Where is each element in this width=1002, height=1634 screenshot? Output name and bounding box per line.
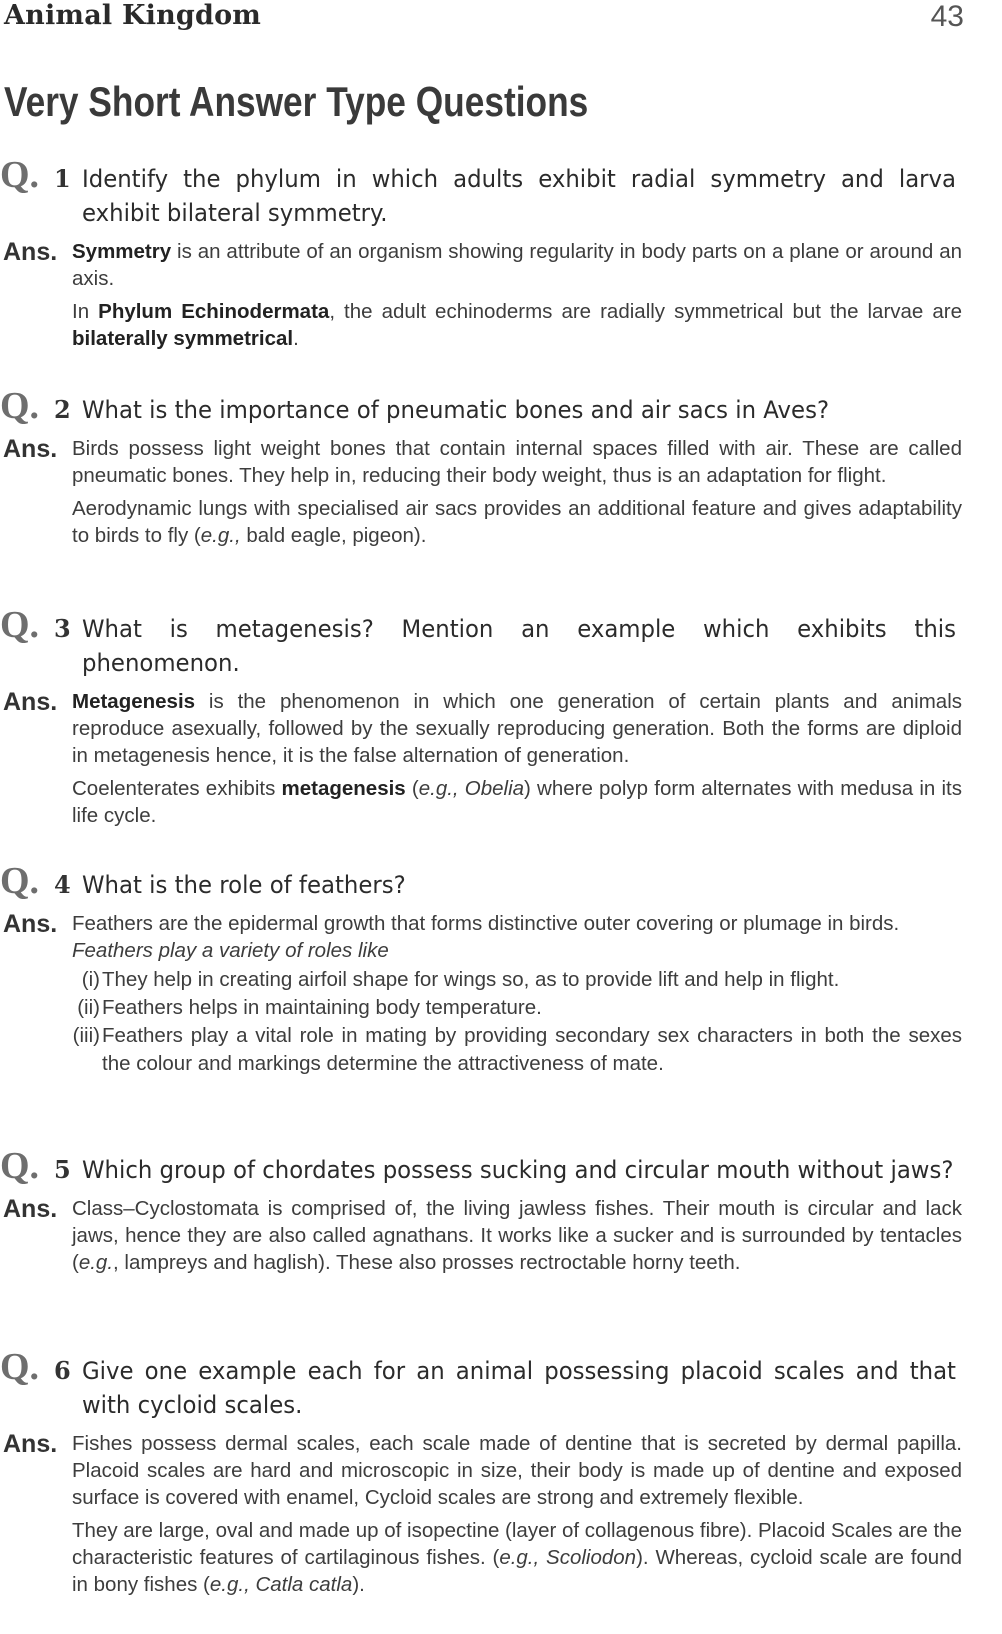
question-block-4 [0,860,1002,1078]
question-text: What is the importance of pneumatic bones and air sacs in Aves? [82,396,830,424]
answer-marker: Ans. [3,435,58,463]
answer-text: is the phenomenon in which one generation of certain plants and animals reproduce asexually, followed by the sexually reproducing generation. Both the forms are diploid in metagenesis hence, it is the false alternation of generation. [72,690,962,767]
list-number: (i) [81,968,100,991]
question-block-3 [0,604,1002,835]
italic-text: e.g. [78,1251,114,1274]
list-number: (iii) [72,1024,100,1047]
answer-marker: Ans. [3,1430,58,1458]
answer-text: , lampreys and haglish). These also prosses rectroctable horny teeth. [113,1251,741,1274]
answer-text: ( [405,777,419,800]
answer-paragraph [72,298,962,352]
answer-text: . [293,327,299,350]
question-number: 5 [54,1155,71,1184]
question-text: What is the role of feathers? [82,871,406,899]
answer-paragraph [72,775,962,829]
answer [0,1195,1002,1276]
question-number: 1 [54,164,71,193]
answer-text: They are large, oval and made up of isopectine (layer of collagenous fibre). Placoid Scales are the characteristic features of cartilaginous fishes. ( [72,1519,962,1569]
answer-marker: Ans. [3,238,58,266]
page-number: 43 [930,0,964,33]
answer [0,688,1002,829]
question-number: 6 [54,1356,71,1385]
answer-paragraph: Feathers are the epidermal growth that forms distinctive outer covering or plumage in birds. [72,912,900,935]
answer-text: , the adult echinoderms are radially symmetrical but the larvae are [329,300,962,323]
italic-text: e.g., Catla catla [209,1573,353,1596]
list-text: Feathers play a vital role in mating by providing secondary sex characters in both the sexes the colour and markings determine the attractiveness of mate. [102,1024,962,1075]
question [0,1346,1002,1422]
list-text: Feathers helps in maintaining body temperature. [102,996,542,1019]
answer-paragraph: Birds possess light weight bones that contain internal spaces filled with air. These are called pneumatic bones. They help in, reducing their body weight, thus is an adaptation for flight. [72,437,962,487]
bold-term: bilaterally symmetrical [72,327,294,350]
answer-text: Coelenterates exhibits [72,777,282,800]
question-marker: Q. [0,860,40,902]
answer-text: ) where polyp form alternates with medusa in its life cycle. [72,777,962,827]
question-text: Give one example each for an animal possessing placoid scales and that with cycloid scales. [82,1357,956,1419]
question-block-6 [0,1346,1002,1604]
answer-paragraph: Fishes possess dermal scales, each scale made of dentine that is secreted by dermal papilla. Placoid scales are hard and microscopic in size, their body is made up of dentine and exposed surface is covered with enamel, Cycloid scales are strong and extremely flexible. [72,1432,962,1509]
question [0,385,1002,427]
answer [0,910,1002,1078]
italic-text: e.g., Scoliodon [499,1546,637,1569]
answer-marker: Ans. [3,910,58,938]
answer-paragraph [72,688,962,769]
question-marker: Q. [0,1346,40,1388]
list-item [72,966,962,994]
question-number: 3 [54,614,71,643]
italic-text: e.g., Obelia [418,777,525,800]
answer [0,238,1002,352]
answer-paragraph [72,1517,962,1598]
answer-text: In [72,300,99,323]
answer [0,435,1002,549]
question [0,604,1002,680]
answer-text: is an attribute of an organism showing regularity in body parts on a plane or around an axis. [72,240,962,290]
bold-term: Symmetry [72,240,172,263]
italic-text: e.g., [200,524,241,547]
answer-marker: Ans. [3,688,58,716]
answer-paragraph [72,495,962,549]
question [0,860,1002,902]
answer-text: ). [352,1573,365,1596]
answer-text: ). Whereas, cycloid scale are found in bony fishes ( [72,1546,962,1596]
list-intro: Feathers play a variety of roles like [72,939,389,962]
question [0,1145,1002,1187]
list-item [72,1022,962,1078]
question-text: What is metagenesis? Mention an example which exhibits this phenomenon. [82,615,956,677]
bold-term: Metagenesis [72,690,196,713]
list-number: (ii) [77,996,100,1019]
question-block-2 [0,385,1002,555]
question-block-5 [0,1145,1002,1282]
question-number: 4 [54,870,71,899]
question-text: Which group of chordates possess sucking and circular mouth without jaws? [82,1156,954,1184]
answer-text: Aerodynamic lungs with specialised air sacs provides an additional feature and gives adaptability to birds to fly ( [72,497,962,547]
question-marker: Q. [0,385,40,427]
answer-paragraph [72,1195,962,1276]
question-block-1 [0,154,1002,358]
answer-paragraph [72,238,962,292]
answer-text: bald eagle, pigeon). [240,524,427,547]
answer [0,1430,1002,1598]
question-marker: Q. [0,1145,40,1187]
question-marker: Q. [0,154,40,196]
question [0,154,1002,230]
question-marker: Q. [0,604,40,646]
section-title: Very Short Answer Type Questions [4,78,589,125]
list-text: They help in creating airfoil shape for wings so, as to provide lift and help in flight. [102,968,840,991]
bold-term: metagenesis [281,777,406,800]
list-item [72,994,962,1022]
answer-text: Class–Cyclostomata is comprised of, the living jawless fishes. Their mouth is circular and lack jaws, hence they are also called agnathans. It works like a sucker and is surrounded by tentacles ( [72,1197,962,1274]
chapter-title: Animal Kingdom [4,0,262,31]
question-text: Identify the phylum in which adults exhibit radial symmetry and larva exhibit bilateral symmetry. [82,165,956,227]
question-number: 2 [54,395,71,424]
bold-term: Phylum Echinodermata [98,300,330,323]
answer-marker: Ans. [3,1195,58,1223]
